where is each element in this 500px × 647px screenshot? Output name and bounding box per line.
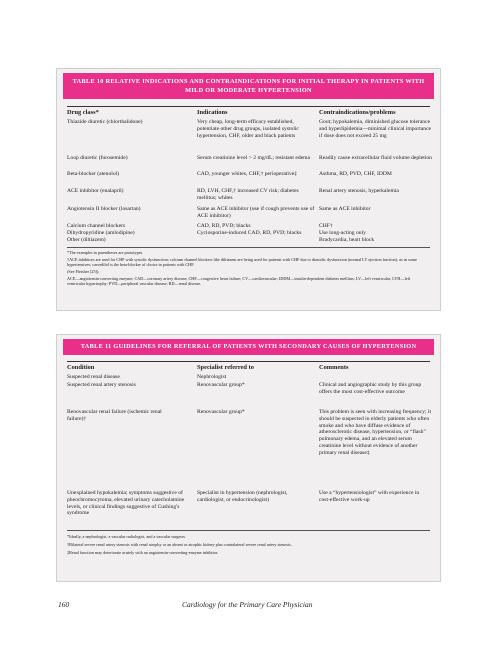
table-11-top-rule: [67, 361, 430, 362]
table-10-cell: Readily cause extracellular fluid volume depletion: [319, 155, 432, 161]
table-11-cell: Clinical and angiographic study by this group offers the most cost-effective outcome: [319, 382, 422, 395]
table-11-title: TABLE 11 GUIDELINES FOR REFERRAL OF PATIENTS WITH SECONDARY CAUSES OF HYPERTENSION: [63, 339, 434, 355]
table-10-header-indications: Indications: [197, 109, 228, 116]
table-11-cell: Renovascular group*: [197, 382, 245, 388]
table-10-cell: Loop diuretic (furosemide): [67, 155, 128, 161]
table-11-cell: Renovascular group*: [197, 409, 245, 415]
table-10-cell: CHF† Use long-acting only Bradycardia, heart block: [319, 223, 375, 243]
table-11-cell: Suspected renal artery stenosis: [67, 382, 136, 388]
table-10-cell: Gout; hypokalemia, diminished glucose tolerance and hyperlipidemia—minimal clinical importance if dose does not exceed 25 mg: [319, 119, 431, 139]
table-10-title: TABLE 10 RELATIVE INDICATIONS AND CONTRAINDICATIONS FOR INITIAL THERAPY IN PATIENTS WITH MILD OR MODERATE HYPERTENSION: [63, 73, 434, 99]
table-10-note: ACE—angiotensin-converting enzyme; CAD—coronary artery disease; CHF—congestive heart failure; CV—cardiovascular; IDDM—insulin-dependent diabetes mellitus; LV—left ventricular; LVH—left ventricular hypertrophy; PVD—peripheral vascular disease; RD—renal disease.: [67, 276, 411, 287]
table-11-cell: Nephrologist: [197, 374, 227, 380]
table-11-note: †Bilateral severe renal artery stenosis with renal atrophy or an absent or atrophic kidney plus contralateral severe renal artery stenosis.: [67, 542, 292, 547]
table-10-cell: Asthma, RD, PVD, CHF, IDDM: [319, 171, 392, 177]
running-head: Cardiology for the Primary Care Physician: [182, 600, 313, 609]
table-10-cell: CAD, RD, PVD; blacks Cyclosporine-induced CAD, RD, PVD; blacks: [197, 223, 302, 236]
table-10-cell: ACE inhibitor (enalapril): [67, 188, 124, 194]
page-number: 160: [58, 600, 70, 609]
table-11-cell: Specialist in hypertension (nephrologist, cardiologist, or endocrinologist): [197, 490, 288, 503]
table-10-top-rule: [67, 106, 430, 107]
table-11-bottom-rule: [67, 530, 430, 531]
table-10-bottom-rule: [67, 247, 430, 248]
table-11-header-specialist: Specialist referred to: [197, 364, 254, 371]
table-11-cell: Renovascular renal failure (ischemic renal failure)†: [67, 409, 162, 422]
table-10: [56, 68, 441, 311]
table-10-cell: Beta-blocker (atenolol): [67, 171, 120, 177]
table-10-cell: Thiazide diuretic (chlorthalidone): [67, 119, 143, 125]
table-10-cell: CAD, younger whites, CHF,† perioperative‡: [197, 171, 298, 177]
table-10-note: (See Fleisher [25]).: [67, 269, 100, 274]
table-11-cell: Unexplained hypokalemia; symptoms suggestive of pheochromocytoma, elevated urinary catecholamine levels, or clinical findings suggestive of Cushing's syndrome: [67, 490, 185, 517]
table-11-note: ‡Renal function may deteriorate acutely with an angiotensin-converting-enzyme inhibitor.: [67, 550, 219, 555]
table-10-cell: Same as ACE inhibitor: [319, 206, 371, 212]
table-11-note: *Ideally, a nephrologist, a vascular radiologist, and a vascular surgeon.: [67, 534, 186, 539]
table-10-cell: Same as ACE inhibitor (use if cough prevents use of ACE inhibitor): [197, 206, 315, 219]
table-11-cell: Suspected renal disease: [67, 374, 120, 380]
table-10-cell: Very cheap, long-term efficacy established, potentiate other drug groups, isolated systolic hypertension, CHF, older and black patients: [197, 119, 299, 139]
table-11: [56, 334, 441, 582]
table-10-header-drug-class: Drug class*: [67, 109, 99, 116]
table-10-cell: Calcium channel blockers Dihydropyridine (amlodipine) Other (diltiazem): [67, 223, 135, 243]
table-10-cell: Angiotensin II blocker (losartan): [67, 206, 141, 212]
table-10-cell: RD, LVH, CHF,† increased CV risk; diabetes mellitus; whites: [197, 188, 299, 201]
table-11-cell: Use a “hypertensiologist” with experience in cost-effective work-up: [319, 490, 420, 503]
table-10-note: †ACE inhibitors are used for CHF with systolic dysfunction; calcium channel blockers like diltiazem are being used for patients with CHF due to diastolic dysfunction (normal LV ejection fraction), as in some hypertensives; carvedilol is the beta-blocker of choice in patients with CHF.: [67, 257, 417, 268]
table-10-cell: Serum creatinine level > 2 mg/dL; resistant edema: [197, 155, 310, 161]
table-10-cell: Renal artery stenosis, hyperkalemia: [319, 188, 399, 194]
table-10-note: *The examples in parentheses are prototypes.: [67, 250, 144, 255]
table-11-cell: This problem is seen with increasing frequency; it should be suspected in elderly patients who often smoke and who have diffuse evidence of atherosclerotic disease, hypertension, or “flash” pulmonary edema, and an elevated serum creatinine level without evidence of another primary renal disease‡: [319, 409, 432, 456]
table-11-header-condition: Condition: [67, 364, 95, 371]
table-10-header-contraindications: Contraindications/problems: [319, 109, 396, 116]
table-11-header-comments: Comments: [319, 364, 349, 371]
